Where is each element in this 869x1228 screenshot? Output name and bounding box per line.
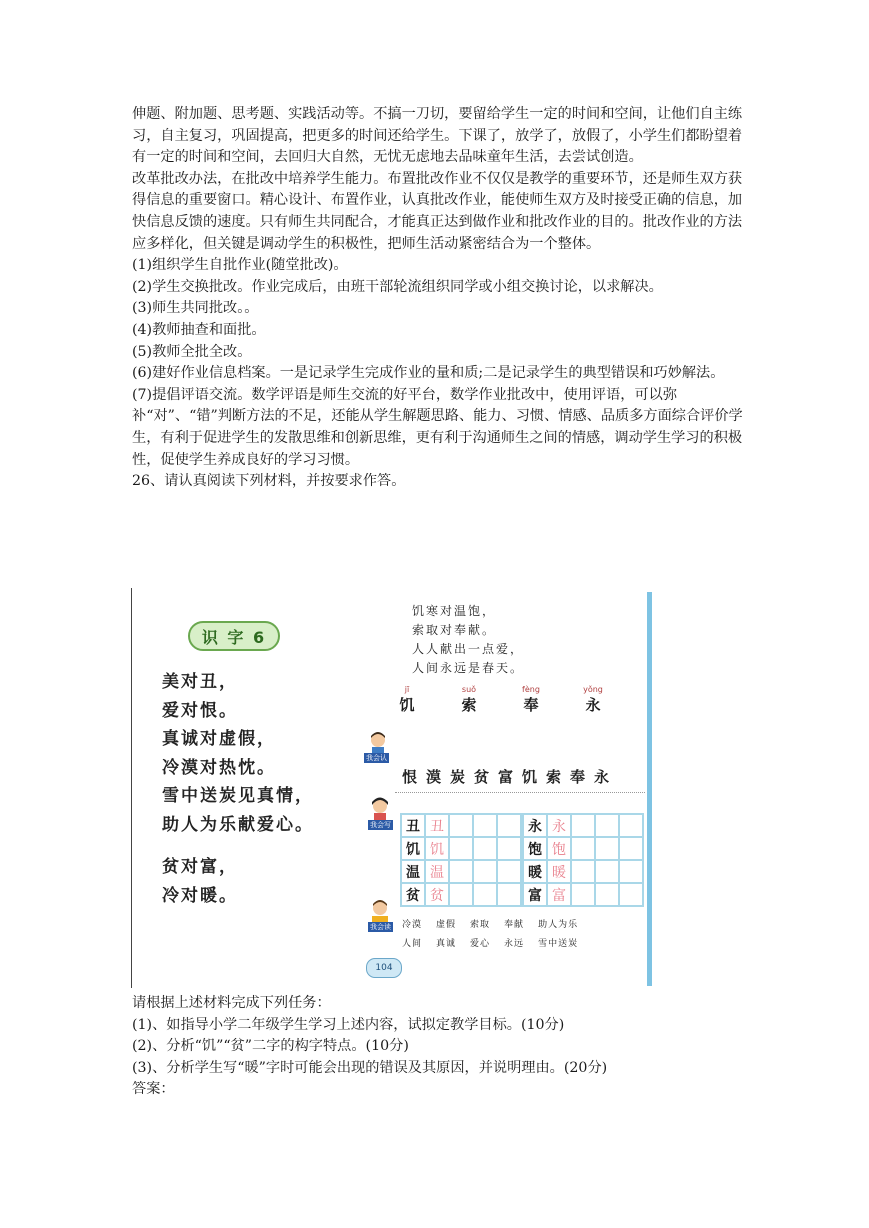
task-item: (3)、分析学生写“暖”字时可能会出现的错误及其原因，并说明理由。(20分) — [132, 1059, 608, 1076]
read-words-row: 人间 真诚 爱心 永远 雪中送炭 — [402, 939, 579, 949]
writing-grid-right: 永 永 饱 饱 暖 暖 富 富 — [522, 813, 644, 907]
paragraph: 请根据上述材料完成下列任务： — [132, 995, 331, 1011]
list-item: (5)教师全批全改。 — [132, 343, 252, 360]
list-item: (7)提倡评语交流。数学评语是师生交流的好平台，数学作业批改中，使用评语，可以弥补“对”、“错”判断方法的不足，还能从学生解题思路、能力、习惯、情感、品质多方面综合评价学生，有利于促进学生的发散思维和创新思维，更有利于沟通师生之间的情感，调动学生学习的积极性，促使学生养成良好的学习习惯。 — [132, 386, 743, 468]
question-heading: 26、请认真阅读下列材料，并按要求作答。 — [132, 473, 406, 490]
lesson-title: 识 字 6 — [188, 621, 280, 651]
task-item: (2)、分析“饥”“贫”二字的构字特点。(10分) — [132, 1038, 409, 1055]
poem-line: 助人为乐献爱心。 — [162, 814, 314, 835]
page-number: 104 — [366, 958, 402, 978]
writing-grid-left: 丑 丑 饥 饥 温 温 贫 贫 — [400, 813, 522, 907]
poem-line: 贫对富， — [162, 857, 238, 877]
body-text-top — [132, 104, 752, 493]
task-item: (1)、如指导小学二年级学生学习上述内容，试拟定教学目标。(10分) — [132, 1016, 565, 1033]
poem-line: 爱对恨。 — [162, 700, 238, 721]
poem-right — [412, 602, 524, 678]
list-item: (6)建好作业信息档案。一是记录学生完成作业的量和质;二是记录学生的典型错误和巧妙解法。 — [132, 365, 725, 382]
poem-line: 雪中送炭见真情， — [162, 786, 314, 806]
recognize-characters: 恨漠炭贫富饥索奉永 — [402, 768, 619, 786]
label-read: 我会读 — [370, 923, 391, 931]
poem-line: 人间永远是春天。 — [412, 661, 525, 675]
poem-line: 冷对暖。 — [162, 885, 238, 906]
pinyin-char: jī 饥 — [387, 685, 427, 715]
pinyin-characters — [387, 685, 627, 725]
read-words-row: 冷漠 虚假 索取 奉献 助人为乐 — [402, 920, 579, 930]
list-item: (1)组织学生自批作业(随堂批改)。 — [132, 257, 348, 274]
poem-line: 饥寒对温饱， — [412, 604, 497, 618]
body-text-bottom — [132, 993, 752, 1101]
label-recognize: 我会认 — [366, 754, 387, 762]
list-item: (4)教师抽查和面批。 — [132, 321, 266, 338]
list-item: (2)学生交换批改。作业完成后，由班干部轮流组织同学或小组交换讨论，以求解决。 — [132, 278, 663, 295]
pinyin-char: suǒ 索 — [449, 685, 489, 715]
poem-line: 真诚对虚假， — [162, 729, 276, 749]
poem-line: 美对丑， — [162, 672, 238, 692]
textbook-page-image — [131, 588, 652, 988]
paragraph: 伸题、附加题、思考题、实践活动等。不搞一刀切，要留给学生一定的时间和空间，让他们自主练习，自主复习，巩固提高，把更多的时间还给学生。下课了，放学了，放假了，小学生们都盼望着有一定的时间和空间，去回归大自然，无忧无虑地去品味童年生活，去尝试创造。 — [132, 106, 743, 166]
list-item: (3)师生共同批改。。 — [132, 300, 259, 317]
page-edge-bar — [647, 592, 652, 986]
answer-label: 答案： — [132, 1081, 175, 1098]
paragraph: 改革批改办法，在批改中培养学生能力。布置批改作业不仅仅是教学的重要环节，还是师生双方获得信息的重要窗口。精心设计、布置作业，认真批改作业，能使师生双方及时接受正确的信息，加快信息反馈的速度。只有师生共同配合，才能真正达到做作业和批改作业的目的。批改作业的方法应多样化，但关键是调动学生的积极性，把师生活动紧密结合为一个整体。 — [132, 170, 743, 252]
pinyin-char: fèng 奉 — [511, 685, 551, 715]
poem-line: 冷漠对热忱。 — [162, 757, 276, 778]
poem-left — [162, 668, 314, 910]
divider — [395, 792, 645, 793]
pinyin-char: yǒng 永 — [573, 685, 613, 715]
poem-line: 索取对奉献。 — [412, 623, 497, 637]
poem-line: 人人献出一点爱， — [412, 642, 525, 656]
label-write: 我会写 — [370, 821, 391, 829]
